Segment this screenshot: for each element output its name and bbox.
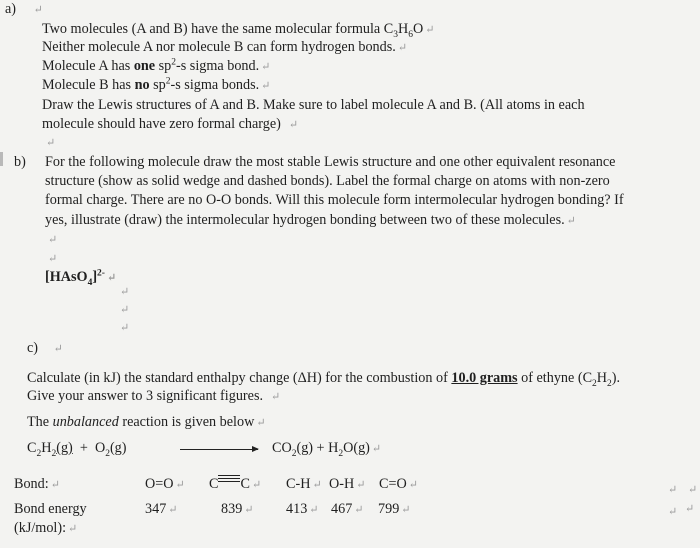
margin-marker [0,152,3,166]
part-a-line-5: Draw the Lewis structures of A and B. Make sure to label molecule A and B. (All atoms in each [42,97,585,113]
part-c-label: c) ↵ [27,340,63,356]
empty-paragraph-mark: ↵ [46,137,56,149]
part-a-line-2: Neither molecule A nor molecule B can form hydrogen bonds. ↵ [42,39,408,55]
part-b-line-1: For the following molecule draw the most stable Lewis structure and one other equivalent resonance [45,154,616,170]
bond-c-o-double: C=O ↵ [379,476,418,492]
part-a-line-1: Two molecules (A and B) have the same molecular formula $C_3H_6O$ ↵ [42,21,435,40]
part-a-line-3: Molecule A has one $sp^2-s$ sigma bond. ↵ [42,57,271,74]
energy-839: 839 ↵ [221,501,254,517]
empty-paragraph-mark: ↵ [48,234,58,246]
part-a-line-4: Molecule B has no $sp^2-s$ sigma bonds. ↵ [42,76,271,93]
empty-paragraph-mark: ↵ [688,484,698,496]
part-b-line-4: yes, illustrate (draw) the intermolecular hydrogen bonding between two of these molecules. ↵ [45,212,576,228]
unbalanced-note: The unbalanced reaction is given below ↵ [27,414,266,430]
empty-paragraph-mark: ↵ [48,253,58,265]
energy-413: 413 ↵ [286,501,319,517]
bond-c-c-triple: C C ↵ [209,476,262,492]
empty-paragraph-mark: ↵ [120,322,130,334]
reaction-products: $CO_2(g) + H_2O(g)$ ↵ [272,440,382,459]
part-b-line-2: structure (show as solid wedge and dashed bonds). Label the formal charge on atoms with non-zero [45,173,610,189]
part-b-label: b) [14,154,26,170]
reaction-arrow [180,449,258,450]
part-a-label: a) ↵ [5,1,43,17]
energy-799: 799 ↵ [378,501,411,517]
bond-o-h: O-H ↵ [329,476,366,492]
reaction-reactants: $C_2H_2(g) + O_2(g)$ [27,440,127,459]
bond-o-o: O=O ↵ [145,476,185,492]
part-b-line-3: formal charge. There are no O-O bonds. Will this molecule form intermolecular hydrogen bonding? If [45,192,624,208]
empty-paragraph-mark: ↵ [668,484,678,496]
bond-c-h: C-H ↵ [286,476,322,492]
empty-paragraph-mark: ↵ [685,503,695,515]
energy-347: 347 ↵ [145,501,178,517]
part-c-question-2: Give your answer to 3 significant figures. ↵ [27,388,281,404]
empty-paragraph-mark: ↵ [120,304,130,316]
part-c-question-1: Calculate (in kJ) the standard enthalpy change (ΔH) for the combustion of 10.0 grams of ethyne $(C_2H_2)$. [27,370,621,389]
bond-row-label: Bond: ↵ [14,476,60,492]
part-a-line-6: molecule should have zero formal charge) ↵ [42,116,299,132]
ion-formula: [HAsO$_4$]$^{2-}$ ↵ [45,268,117,288]
energy-467: 467 ↵ [331,501,364,517]
energy-label-1: Bond energy [14,501,87,517]
energy-label-2: (kJ/mol): ↵ [14,520,78,536]
empty-paragraph-mark: ↵ [668,506,678,518]
empty-paragraph-mark: ↵ [120,286,130,298]
